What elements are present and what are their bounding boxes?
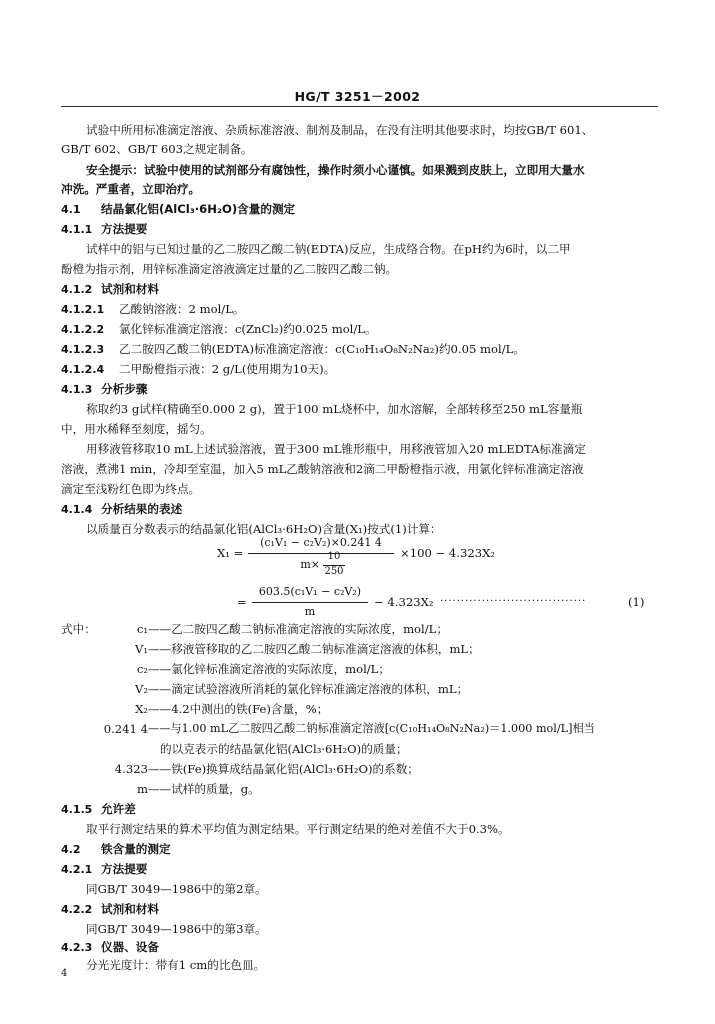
section-4-1-heading [61,201,295,218]
variable-symbol: V₂ [134,682,148,696]
item-text: 乙二胺四乙酸二钠(EDTA)标准滴定溶液：c(C₁₀H₁₄O₈N₂Na₂)约0.05 mol/L。 [119,342,525,356]
section-number: 4.1.4 [61,503,93,516]
reagent-item-1 [61,301,245,318]
section-4-2-heading [61,841,171,858]
formula-tail-1: ×100 − 4.323X₂ [400,546,496,560]
item-text: 二甲酚橙指示液：2 g/L(使用期为10天)。 [119,362,336,376]
s423-line-1: 分光光度计：带有1 cm的比色皿。 [86,958,266,972]
variable-description: ——滴定试验溶液所消耗的氯化锌标准滴定溶液的体积，mL； [148,682,469,696]
formula-equation-number: (1) [628,595,645,609]
section-title: 方法提要 [101,862,148,876]
s413-line-4: 溶液，煮沸1 min，冷却至室温，加入5 mL乙酸钠溶液和2滴二甲酚橙指示液，用氯化锌标准滴定溶液 [61,462,584,476]
fraction-bar-1 [248,553,394,554]
section-title: 允许差 [101,802,136,816]
variable-description: ——移液管移取的乙二胺四乙酸二钠标准滴定溶液的体积，mL； [148,642,480,656]
page-number: 4 [61,968,68,979]
section-number: 4.1.5 [61,803,93,816]
s414-line-1: 以质量百分数表示的结晶氯化铝(AlCl₃·6H₂O)含量(X₁)按式(1)计算： [86,522,442,536]
where-label: 式中： [61,622,96,636]
fraction-bar-2 [252,602,368,603]
formula-lhs: X₁ = [217,546,244,560]
section-4-1-3-heading [61,381,147,398]
item-text: 乙酸钠溶液：2 mol/L。 [119,302,245,316]
section-title: 结晶氯化铝(AlCl₃·6H₂O)含量的测定 [101,202,296,216]
variable-symbol: X₂ [135,702,148,716]
s411-line-2: 酚橙为指示剂，用锌标准滴定溶液滴定过量的乙二胺四乙酸二钠。 [61,262,398,276]
section-title: 仪器、设备 [101,940,159,954]
variable-description: ——铁(Fe)换算成结晶氯化铝(AlCl₃·6H₂O)的系数； [148,762,419,776]
s413-line-2: 中，用水稀释至刻度，摇匀。 [61,422,212,436]
formula-numerator-1: (c₁V₁ − c₂V₂)×0.241 4 [260,536,382,549]
formula-equals-2: = [237,595,247,609]
variable-description: ——与1.00 mL乙二胺四乙酸二钠标准滴定溶液[c(C₁₀H₁₄O₈N₂Na₂)＝1.000 mol/L]相当 [148,722,595,735]
formula-small-numerator: 10 [327,551,341,562]
intro-line-2: GB/T 602、GB/T 603之规定制备。 [61,142,253,156]
variable-symbol: m [137,782,148,796]
safety-line-2: 冲洗。严重者，立即治疗。 [61,182,201,196]
formula-tail-2: − 4.323X₂ [374,595,434,609]
variable-description: ——氯化锌标准滴定溶液的实际浓度，mol/L； [148,662,390,676]
section-title: 方法提要 [101,222,148,236]
header-rule [61,106,658,107]
section-title: 试剂和材料 [101,902,159,916]
section-number: 4.1.2 [61,283,93,296]
item-number: 4.1.2.2 [61,323,105,336]
section-number: 4.2 [61,843,81,856]
formula-numerator-2: 603.5(c₁V₁ − c₂V₂) [258,585,362,598]
s413-line-5: 滴定至浅粉红色即为终点。 [61,482,201,496]
section-number: 4.2.2 [61,903,93,916]
section-number: 4.2.3 [61,941,93,954]
variable-description: ——4.2中测出的铁(Fe)含量，%； [148,702,329,716]
section-4-1-5-heading [61,801,136,818]
s422-line-1: 同GB/T 3049—1986中的第3章。 [86,922,267,936]
section-4-1-2-heading [61,281,159,298]
variable-symbol: 4.323 [114,762,148,776]
safety-line-1: 安全提示：试验中使用的试剂部分有腐蚀性，操作时须小心谨慎。如果溅到皮肤上，立即用大量水 [86,163,585,177]
s415-line-1: 取平行测定结果的算术平均值为测定结果。平行测定结果的绝对差值不大于0.3%。 [86,822,510,836]
variable-description: 的以克表示的结晶氯化铝(AlCl₃·6H₂O)的质量； [160,742,408,756]
section-title: 分析结果的表述 [101,502,183,516]
section-title: 试剂和材料 [101,282,159,296]
section-number: 4.1.3 [61,383,93,396]
s413-line-3: 用移液管移取10 mL上述试验溶液，置于300 mL锥形瓶中，用移液管加入20 mLEDTA标准滴定 [86,442,586,456]
formula-small-denominator: 250 [324,566,344,577]
section-4-2-3-heading [61,939,159,956]
standard-code-header: HG/T 3251－2002 [294,89,421,104]
item-number: 4.1.2.3 [61,343,105,356]
section-number: 4.1 [61,203,81,216]
section-4-1-1-heading [61,221,147,238]
s413-line-1: 称取约3 g试样(精确至0.000 2 g)，置于100 mL烧杯中，加水溶解，全部转移至250 mL容量瓶 [86,402,583,416]
section-4-2-2-heading [61,901,159,918]
item-number: 4.1.2.1 [61,303,105,316]
section-4-1-4-heading [61,501,182,518]
variable-symbol: 0.241 4 [103,722,148,736]
section-title: 分析步骤 [101,382,148,396]
variable-symbol: c₂ [136,662,148,676]
reagent-item-3 [61,341,525,358]
intro-line-1: 试验中所用标准滴定溶液、杂质标准溶液、制剂及制品，在没有注明其他要求时，均按GB/T 601、 [86,123,594,137]
section-4-2-1-heading [61,861,147,878]
variable-description: ——试样的质量，g。 [148,782,260,796]
reagent-item-2 [61,321,377,338]
item-number: 4.1.2.4 [61,363,105,376]
formula-leader-dots: ··································· [440,596,587,607]
item-text: 氯化锌标准滴定溶液：c(ZnCl₂)约0.025 mol/L。 [119,322,377,336]
formula-denominator-2: m [304,605,316,618]
section-number: 4.1.1 [61,223,93,236]
reagent-item-4 [61,361,335,378]
formula-denominator-prefix: m× [300,558,320,571]
s411-line-1: 试样中的铝与已知过量的乙二胺四乙酸二钠(EDTA)反应，生成络合物。在pH约为6时，以二甲 [86,242,571,256]
variable-symbol: c₁ [136,622,148,636]
variable-description: ——乙二胺四乙酸二钠标准滴定溶液的实际浓度，mol/L； [148,622,448,636]
section-number: 4.2.1 [61,863,93,876]
variable-symbol: V₁ [134,642,148,656]
section-title: 铁含量的测定 [101,842,171,856]
s421-line-1: 同GB/T 3049—1986中的第2章。 [86,882,267,896]
